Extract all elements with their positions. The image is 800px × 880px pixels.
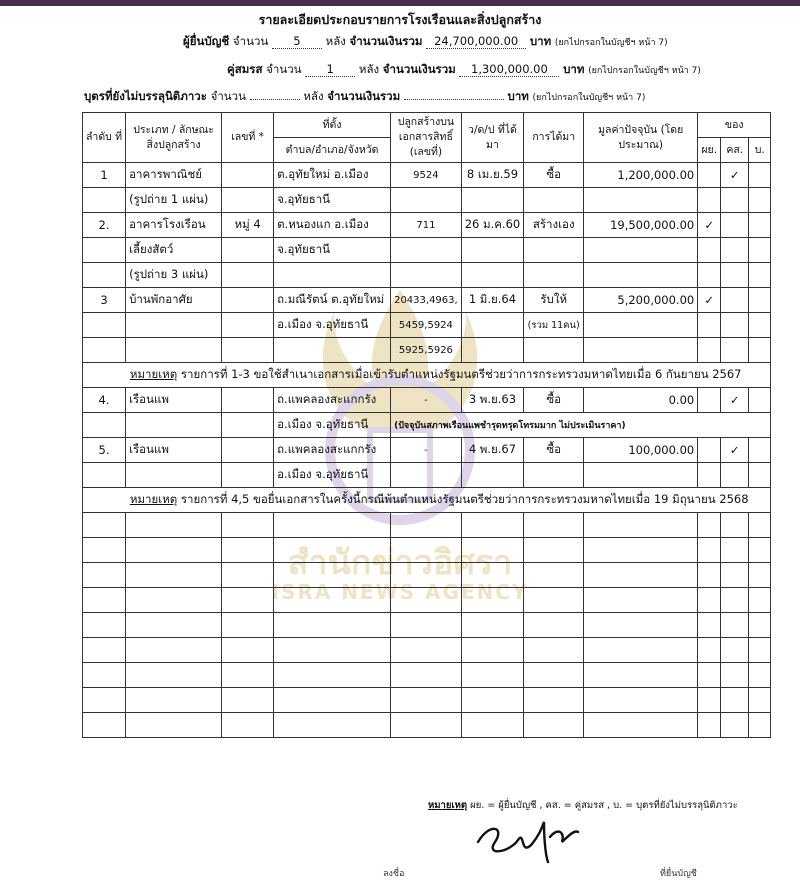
legend-text: ผย. = ผู้ยื่นบัญชี , คส. = คู่สมรส , บ. = บุตรที่ยังไม่บรรลุนิติภาวะ [470, 800, 738, 811]
empty-cell [524, 713, 584, 738]
row-owner-filer [698, 163, 721, 188]
row-owner-spouse [721, 313, 749, 338]
table-row-empty [83, 638, 771, 663]
table-row-empty [83, 563, 771, 588]
empty-cell [222, 688, 274, 713]
empty-cell [524, 638, 584, 663]
empty-cell [461, 513, 524, 538]
empty-cell [391, 513, 462, 538]
row-location: ถ.แพคลองสะแกกรัง [274, 388, 391, 413]
col-header-owner-filer: ผย. [698, 138, 721, 163]
row-owner-filer: ✓ [698, 288, 721, 313]
summary-label: ผู้ยื่นบัญชี [183, 34, 230, 48]
table-row-empty [83, 538, 771, 563]
empty-cell [749, 538, 771, 563]
row-deed: - [391, 388, 462, 413]
row-owner-filer [698, 238, 721, 263]
empty-cell [126, 538, 222, 563]
empty-cell [749, 713, 771, 738]
empty-cell [749, 588, 771, 613]
row-seq [83, 188, 126, 213]
row-date: 26 ม.ค.60 [461, 213, 524, 238]
row-date [461, 188, 524, 213]
empty-cell [721, 513, 749, 538]
empty-cell [584, 588, 698, 613]
row-number [222, 438, 274, 463]
signature [470, 812, 580, 871]
row-owner-filer [698, 188, 721, 213]
row-deed [391, 463, 462, 488]
row-location [274, 263, 391, 288]
summary-amount [404, 99, 504, 100]
row-type: อาคารพาณิชย์ [126, 163, 222, 188]
empty-cell [83, 563, 126, 588]
col-header-value: มูลค่าปัจจุบัน (โดยประมาณ) [584, 113, 698, 163]
row-acquire [524, 263, 584, 288]
row-seq [83, 413, 126, 438]
empty-cell [126, 638, 222, 663]
row-type [126, 413, 222, 438]
empty-cell [274, 713, 391, 738]
row-owner-child [749, 213, 771, 238]
row-value: 100,000.00 [584, 438, 698, 463]
row-owner-spouse [721, 338, 749, 363]
legend [428, 798, 738, 813]
row-acquire: (รวม 11คน) [524, 313, 584, 338]
row-deed: - [391, 438, 462, 463]
row-location: ถ.มณีรัตน์ ต.อุทัยใหม่ [274, 288, 391, 313]
row-acquire: ซื้อ [524, 438, 584, 463]
empty-cell [584, 613, 698, 638]
row-acquire [524, 463, 584, 488]
summary-label: คู่สมรส [227, 62, 263, 76]
summary-line-spouse: คู่สมรส จำนวน 1 หลัง จำนวนเงินรวม 1,300,000.00 บาท (ยกไปกรอกในบัญชีฯ หน้า 7) [227, 62, 701, 76]
row-number: หมู่ 4 [222, 213, 274, 238]
row-seq [83, 313, 126, 338]
row-number [222, 188, 274, 213]
row-seq: 4. [83, 388, 126, 413]
table-row [83, 238, 771, 263]
empty-cell [584, 688, 698, 713]
empty-cell [721, 588, 749, 613]
empty-cell [749, 688, 771, 713]
row-date [461, 338, 524, 363]
empty-cell [222, 588, 274, 613]
empty-cell [126, 513, 222, 538]
empty-cell [83, 638, 126, 663]
empty-cell [698, 713, 721, 738]
empty-cell [222, 563, 274, 588]
col-header-acquire: การได้มา [524, 113, 584, 163]
row-owner-child [749, 438, 771, 463]
empty-cell [83, 713, 126, 738]
row-deed [391, 238, 462, 263]
row-owner-filer [698, 338, 721, 363]
empty-cell [126, 563, 222, 588]
empty-cell [698, 513, 721, 538]
row-date: 4 พ.ย.67 [461, 438, 524, 463]
summary-count: 1 [305, 62, 355, 77]
table-row-empty [83, 613, 771, 638]
summary-count: 5 [272, 34, 322, 49]
legend-label: หมายเหตุ [428, 800, 468, 811]
row-number [222, 238, 274, 263]
row-acquire: รับให้ [524, 288, 584, 313]
row-date: 3 พ.ย.63 [461, 388, 524, 413]
row-value [584, 188, 698, 213]
col-header-owner-child: บ. [749, 138, 771, 163]
empty-cell [222, 638, 274, 663]
note1-text: รายการที่ 1-3 ขอใช้สำเนาเอกสารเมื่อเข้ารับตำแหน่งรัฐมนตรีช่วยว่าการกระทรวงมหาดไทยเมื่อ 6 กันยายน 2567 [180, 367, 742, 381]
watermark-english-text: ISRA NEWS AGENCY [271, 580, 529, 604]
row-owner-child [749, 288, 771, 313]
table-row [83, 413, 771, 438]
row-location: ถ.แพคลองสะแกกรัง [274, 438, 391, 463]
empty-cell [83, 688, 126, 713]
row-type: บ้านพักอาศัย [126, 288, 222, 313]
empty-cell [721, 663, 749, 688]
empty-cell [698, 613, 721, 638]
row-owner-child [749, 163, 771, 188]
row-number [222, 288, 274, 313]
col-header-location: ที่ตั้ง [274, 113, 391, 138]
empty-cell [721, 713, 749, 738]
row-seq: 1 [83, 163, 126, 188]
empty-cell [461, 663, 524, 688]
row-location: จ.อุทัยธานี [274, 188, 391, 213]
row-type: (รูปถ่าย 1 แผ่น) [126, 188, 222, 213]
col-header-location-sub: ตำบล/อำเภอ/จังหวัด [274, 138, 391, 163]
row-acquire: สร้างเอง [524, 213, 584, 238]
summary-count [250, 99, 300, 100]
empty-cell [698, 663, 721, 688]
table-body-empty [83, 513, 771, 738]
row-type [126, 313, 222, 338]
col-header-seq: ลำดับ ที่ [83, 113, 126, 163]
empty-cell [461, 613, 524, 638]
empty-cell [126, 588, 222, 613]
empty-cell [126, 613, 222, 638]
table-row [83, 463, 771, 488]
row-remark: (ปัจจุบันสภาพเรือนแพชำรุดทรุดโทรมมาก ไม่ประเมินราคา) [391, 413, 771, 438]
row-type: อาคารโรงเรือน [126, 213, 222, 238]
row-type: เรือนแพ [126, 438, 222, 463]
empty-cell [222, 613, 274, 638]
empty-cell [698, 638, 721, 663]
empty-cell [584, 538, 698, 563]
row-owner-spouse [721, 288, 749, 313]
empty-cell [274, 513, 391, 538]
building-table [82, 112, 771, 738]
table-row [83, 188, 771, 213]
row-owner-child [749, 388, 771, 413]
empty-cell [126, 663, 222, 688]
row-location [274, 338, 391, 363]
col-header-owner-spouse: คส. [721, 138, 749, 163]
row-owner-spouse [721, 238, 749, 263]
empty-cell [83, 613, 126, 638]
row-value: 19,500,000.00 [584, 213, 698, 238]
signature-icon [470, 812, 580, 867]
empty-cell [222, 538, 274, 563]
row-deed: 9524 [391, 163, 462, 188]
row-acquire: ซื้อ [524, 163, 584, 188]
empty-cell [222, 713, 274, 738]
row-seq [83, 263, 126, 288]
row-location: อ.เมือง จ.อุทัยธานี [274, 313, 391, 338]
row-owner-child [749, 338, 771, 363]
col-header-number: เลขที่ * [222, 113, 274, 163]
empty-cell [524, 538, 584, 563]
row-seq: 3 [83, 288, 126, 313]
table-row [83, 213, 771, 238]
empty-cell [461, 563, 524, 588]
row-owner-child [749, 188, 771, 213]
summary-amount: 1,300,000.00 [459, 62, 559, 77]
empty-cell [126, 688, 222, 713]
row-date [461, 463, 524, 488]
table-note2 [83, 488, 771, 513]
row-owner-spouse [721, 213, 749, 238]
row-owner-filer [698, 438, 721, 463]
row-value: 0.00 [584, 388, 698, 413]
row-date [461, 238, 524, 263]
empty-cell [461, 638, 524, 663]
summary-line-filer: ผู้ยื่นบัญชี จำนวน 5 หลัง จำนวนเงินรวม 24,700,000.00 บาท (ยกไปกรอกในบัญชีฯ หน้า 7) [183, 34, 668, 48]
table-row-empty [83, 588, 771, 613]
table-row [83, 313, 771, 338]
row-location: ต.อุทัยใหม่ อ.เมือง [274, 163, 391, 188]
empty-cell [749, 663, 771, 688]
empty-cell [83, 538, 126, 563]
empty-cell [461, 713, 524, 738]
row-number [222, 388, 274, 413]
summary-line-child: บุตรที่ยังไม่บรรลุนิติภาวะ จำนวน หลัง จำนวนเงินรวม บาท (ยกไปกรอกในบัญชีฯ หน้า 7) [84, 89, 646, 103]
row-owner-child [749, 238, 771, 263]
row-value: 5,200,000.00 [584, 288, 698, 313]
empty-cell [391, 538, 462, 563]
empty-cell [391, 688, 462, 713]
col-header-owner: ของ [698, 113, 771, 138]
empty-cell [391, 613, 462, 638]
row-owner-spouse: ✓ [721, 388, 749, 413]
note2-label: หมายเหตุ [129, 492, 178, 506]
col-header-date: ว/ด/ป ที่ได้มา [461, 113, 524, 163]
top-border-bar [0, 0, 800, 6]
table-row [83, 438, 771, 463]
row-seq [83, 463, 126, 488]
empty-cell [83, 588, 126, 613]
row-owner-filer: ✓ [698, 213, 721, 238]
row-owner-spouse: ✓ [721, 438, 749, 463]
empty-cell [749, 638, 771, 663]
row-acquire: ซื้อ [524, 388, 584, 413]
row-number [222, 163, 274, 188]
empty-cell [524, 688, 584, 713]
table-row [83, 263, 771, 288]
table-body-part2 [83, 388, 771, 488]
empty-cell [698, 563, 721, 588]
empty-cell [274, 538, 391, 563]
row-value [584, 238, 698, 263]
table-row-empty [83, 713, 771, 738]
summary-label: บุตรที่ยังไม่บรรลุนิติภาวะ [84, 89, 207, 103]
row-type [126, 463, 222, 488]
table-row [83, 338, 771, 363]
row-owner-spouse [721, 263, 749, 288]
empty-cell [274, 663, 391, 688]
empty-cell [721, 638, 749, 663]
empty-cell [126, 713, 222, 738]
row-location: จ.อุทัยธานี [274, 238, 391, 263]
row-location: อ.เมือง จ.อุทัยธานี [274, 463, 391, 488]
row-number [222, 263, 274, 288]
row-acquire [524, 238, 584, 263]
row-owner-filer [698, 463, 721, 488]
empty-cell [584, 663, 698, 688]
empty-cell [698, 588, 721, 613]
empty-cell [749, 613, 771, 638]
footer-right-label: ที่ยื่นบัญชี [660, 869, 697, 879]
row-value: 1,200,000.00 [584, 163, 698, 188]
empty-cell [584, 638, 698, 663]
empty-cell [524, 563, 584, 588]
empty-cell [461, 538, 524, 563]
empty-cell [274, 613, 391, 638]
table-body-part1 [83, 163, 771, 363]
row-number [222, 413, 274, 438]
row-deed: 5925,5926 [391, 338, 462, 363]
empty-cell [391, 713, 462, 738]
empty-cell [391, 638, 462, 663]
empty-cell [721, 538, 749, 563]
row-seq: 2. [83, 213, 126, 238]
row-seq [83, 338, 126, 363]
empty-cell [749, 563, 771, 588]
note2-text: รายการที่ 4,5 ขอยื่นเอกสารในครั้งนี้กรณีพ้นตำแหน่งรัฐมนตรีช่วยว่าการกระทรวงมหาดไทยเมื่อ 19 มิถุนายน 2568 [180, 492, 749, 506]
note1-label: หมายเหตุ [129, 367, 178, 381]
row-acquire [524, 188, 584, 213]
row-owner-child [749, 463, 771, 488]
table-row-empty [83, 663, 771, 688]
row-owner-spouse: ✓ [721, 163, 749, 188]
row-number [222, 313, 274, 338]
row-value [584, 313, 698, 338]
row-date [461, 263, 524, 288]
empty-cell [584, 713, 698, 738]
row-location: ต.หนองแก อ.เมือง [274, 213, 391, 238]
row-owner-child [749, 313, 771, 338]
empty-cell [698, 538, 721, 563]
row-acquire [524, 338, 584, 363]
empty-cell [524, 613, 584, 638]
empty-cell [274, 588, 391, 613]
empty-cell [584, 513, 698, 538]
empty-cell [584, 563, 698, 588]
row-deed: 5459,5924 [391, 313, 462, 338]
row-number [222, 463, 274, 488]
row-seq: 5. [83, 438, 126, 463]
empty-cell [461, 588, 524, 613]
empty-cell [274, 688, 391, 713]
row-value [584, 263, 698, 288]
empty-cell [222, 663, 274, 688]
watermark-thai-text: สำนักข่าวอิศรา [287, 543, 513, 583]
empty-cell [461, 688, 524, 713]
page-title: รายละเอียดประกอบรายการโรงเรือนและสิ่งปลูกสร้าง [258, 12, 542, 27]
row-owner-spouse [721, 188, 749, 213]
row-owner-filer [698, 263, 721, 288]
empty-cell [721, 688, 749, 713]
empty-cell [698, 688, 721, 713]
empty-cell [391, 663, 462, 688]
row-deed [391, 263, 462, 288]
empty-cell [391, 588, 462, 613]
row-date: 1 มิ.ย.64 [461, 288, 524, 313]
row-type: เรือนแพ [126, 388, 222, 413]
row-owner-filer [698, 313, 721, 338]
empty-cell [524, 663, 584, 688]
empty-cell [749, 513, 771, 538]
row-deed [391, 188, 462, 213]
empty-cell [524, 513, 584, 538]
table-row [83, 388, 771, 413]
table-row-empty [83, 513, 771, 538]
empty-cell [524, 588, 584, 613]
row-value [584, 463, 698, 488]
table-row [83, 163, 771, 188]
empty-cell [83, 513, 126, 538]
table-row-empty [83, 688, 771, 713]
row-type [126, 338, 222, 363]
row-value [584, 338, 698, 363]
empty-cell [721, 563, 749, 588]
row-date: 8 เม.ย.59 [461, 163, 524, 188]
empty-cell [83, 663, 126, 688]
row-date [461, 313, 524, 338]
row-owner-spouse [721, 463, 749, 488]
row-owner-child [749, 263, 771, 288]
col-header-deed: ปลูกสร้างบน เอกสารสิทธิ์ (เลขที่) [391, 113, 462, 163]
row-seq [83, 238, 126, 263]
empty-cell [721, 613, 749, 638]
row-type: (รูปถ่าย 3 แผ่น) [126, 263, 222, 288]
row-type: เลี้ยงสัตว์ [126, 238, 222, 263]
col-header-type: ประเภท / ลักษณะ สิ่งปลูกสร้าง [126, 113, 222, 163]
row-deed: 711 [391, 213, 462, 238]
empty-cell [274, 638, 391, 663]
row-location: อ.เมือง จ.อุทัยธานี [274, 413, 391, 438]
empty-cell [391, 563, 462, 588]
row-deed: 20433,4963, [391, 288, 462, 313]
empty-cell [222, 513, 274, 538]
row-owner-filer [698, 388, 721, 413]
footer-sign-label: ลงชื่อ [383, 869, 405, 879]
row-number [222, 338, 274, 363]
empty-cell [274, 563, 391, 588]
summary-amount: 24,700,000.00 [426, 34, 526, 49]
table-row [83, 288, 771, 313]
table-note1 [83, 363, 771, 388]
